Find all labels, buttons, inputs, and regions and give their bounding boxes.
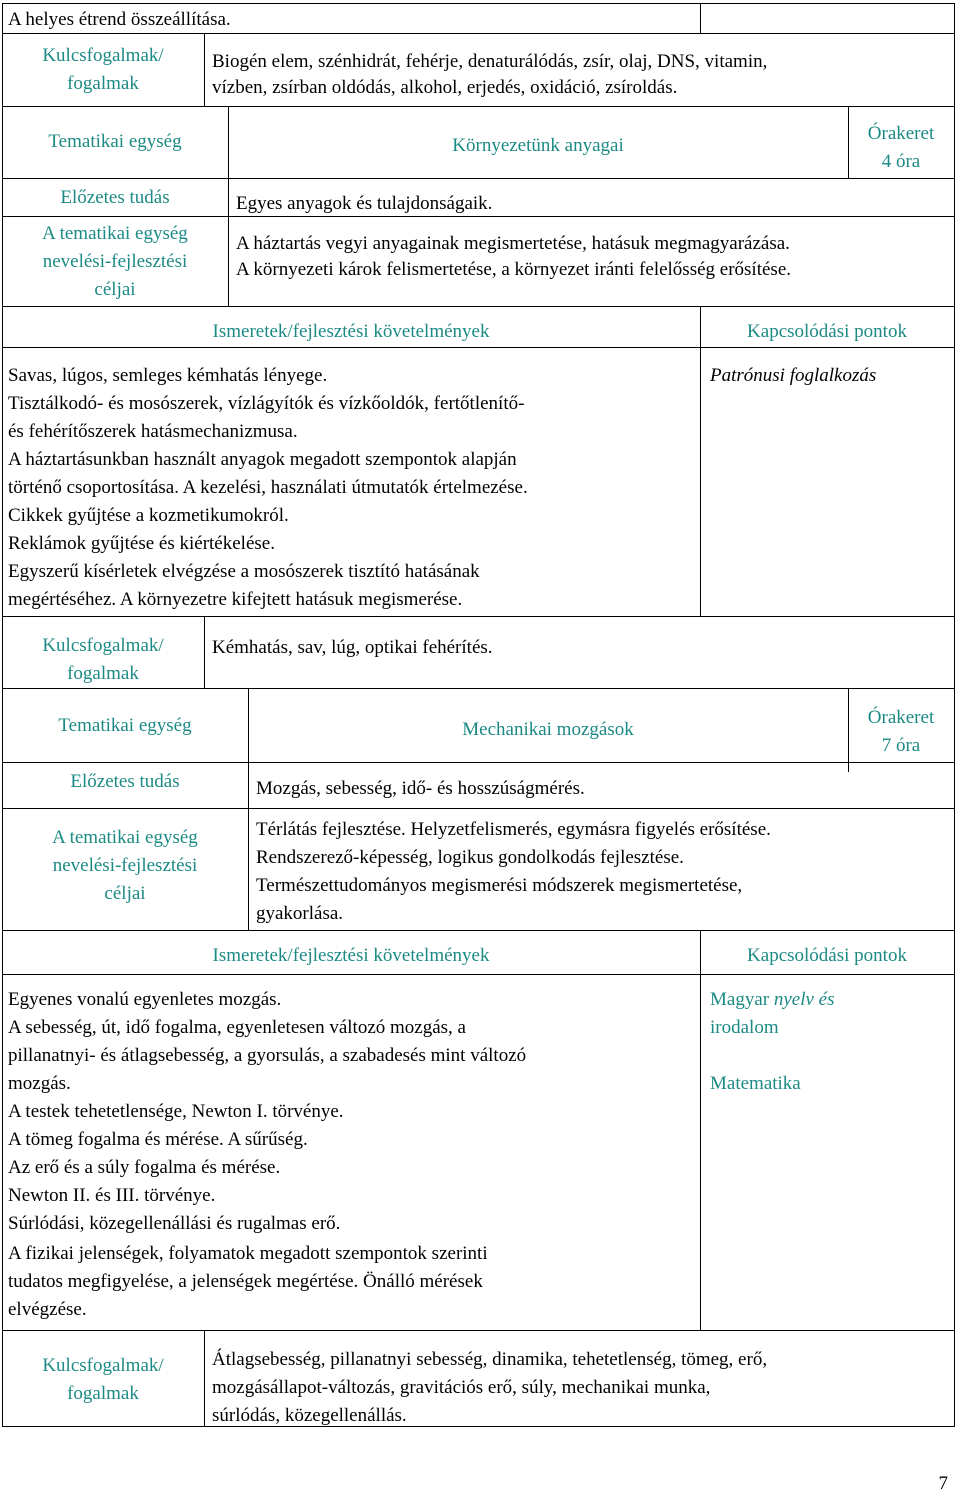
ismeretek-line: A háztartásunkban használt anyagok megadott szempontok alapján <box>8 449 517 470</box>
celjai-text-line2: A környezeti károk felismertetése, a környezet iránti felelősség erősítése. <box>236 259 791 280</box>
elozetes-tudas-text: Egyes anyagok és tulajdonságaik. <box>236 193 493 214</box>
celjai-text-2-line4: gyakorlása. <box>256 903 344 924</box>
ismeretek-line: mozgás. <box>8 1073 71 1094</box>
ismeretek-line: tudatos megfigyelése, a jelenségek megértése. Önálló mérések <box>8 1271 483 1292</box>
kapcsolodasi-text: Patrónusi foglalkozás <box>710 365 877 386</box>
celjai-label-line1: A tematikai egység <box>42 223 188 244</box>
kulcs-text-2-line1: Átlagsebesség, pillanatnyi sebesség, dinamika, tehetetlenség, tömeg, erő, <box>212 1349 768 1370</box>
celjai-text-line1: A háztartás vegyi anyagainak megismertetése, hatásuk megmagyarázása. <box>236 233 790 254</box>
celjai-text-2-line1: Térlátás fejlesztése. Helyzetfelismerés, egymásra figyelés erősítése. <box>256 819 771 840</box>
elozetes-tudas-label-2: Előzetes tudás <box>70 771 180 792</box>
ismeretek-line: A sebesség, út, idő fogalma, egyenletesen változó mozgás, a <box>8 1017 466 1038</box>
ismeretek-line: Cikkek gyűjtése a kozmetikumokról. <box>8 505 289 526</box>
orakeret-value-2: 7 óra <box>881 735 921 756</box>
kapcsolodasi-matematika: Matematika <box>710 1073 801 1094</box>
elozetes-tudas-label: Előzetes tudás <box>60 187 170 208</box>
kapcsolodasi-irodalom: irodalom <box>710 1017 779 1038</box>
celjai-label-2-line3: céljai <box>104 883 146 904</box>
kulcsfogalmak-text-line1: Biogén elem, szénhidrát, fehérje, denaturálódás, zsír, olaj, DNS, vitamin, <box>212 51 768 72</box>
celjai-text-2-line2: Rendszerező-képesség, logikus gondolkodás fejlesztése. <box>256 847 684 868</box>
kulcsfogalmak-label-line1: Kulcsfogalmak/ <box>42 45 164 66</box>
ismeretek-line: Egyszerű kísérletek elvégzése a mosószerek tisztító hatásának <box>8 561 480 582</box>
ismeretek-line: és fehérítőszerek hatásmechanizmusa. <box>8 421 298 442</box>
kapcsolodasi-magyar <box>710 986 835 1014</box>
kulcs-text: Kémhatás, sav, lúg, optikai fehérítés. <box>212 637 493 658</box>
kulcs-label-line1: Kulcsfogalmak/ <box>42 635 164 656</box>
kulcsfogalmak-text-line2: vízben, zsírban oldódás, alkohol, erjedés, oxidáció, zsíroldás. <box>212 77 678 98</box>
ismeretek-line: pillanatnyi- és átlagsebesség, a gyorsulás, a szabadesés mint változó <box>8 1045 527 1066</box>
kulcs-label-line2: fogalmak <box>67 663 139 684</box>
orakeret-value: 4 óra <box>881 151 921 172</box>
kulcs-label-2-line2: fogalmak <box>67 1383 139 1404</box>
kulcs-label-2-line1: Kulcsfogalmak/ <box>42 1355 164 1376</box>
ismeretek-line: Newton II. és III. törvénye. <box>8 1185 216 1206</box>
page-number: 7 <box>938 1473 948 1494</box>
ismeretek-line: A testek tehetetlensége, Newton I. törvénye. <box>8 1101 344 1122</box>
kapcsolodasi-header: Kapcsolódási pontok <box>747 321 907 342</box>
kulcs-text-2-line2: mozgásállapot-változás, gravitációs erő, súly, mechanikai munka, <box>212 1377 711 1398</box>
celjai-label-line2: nevelési-fejlesztési <box>42 251 188 272</box>
kapcsolodasi-magyar-part1: Magyar <box>710 989 774 1010</box>
ismeretek-line: Egyenes vonalú egyenletes mozgás. <box>8 989 282 1010</box>
previous-topic-text: A helyes étrend összeállítása. <box>8 9 231 30</box>
kapcsolodasi-header-2: Kapcsolódási pontok <box>747 945 907 966</box>
ismeretek-header: Ismeretek/fejlesztési követelmények <box>212 321 490 342</box>
ismeretek-line: A tömeg fogalma és mérése. A sűrűség. <box>8 1129 308 1150</box>
ismeretek-line: Reklámok gyűjtése és kiértékelése. <box>8 533 275 554</box>
ismeretek-line: Az erő és a súly fogalma és mérése. <box>8 1157 281 1178</box>
elozetes-tudas-text-2: Mozgás, sebesség, idő- és hosszúságmérés. <box>256 778 585 799</box>
ismeretek-line: Tisztálkodó- és mosószerek, vízlágyítók és vízkőoldók, fertőtlenítő- <box>8 393 525 414</box>
kulcs-text-2-line3: súrlódás, közegellenállás. <box>212 1405 407 1426</box>
kulcsfogalmak-label-line2: fogalmak <box>67 73 139 94</box>
celjai-text-2-line3: Természettudományos megismerési módszerek megismertetése, <box>256 875 743 896</box>
ismeretek-line: A fizikai jelenségek, folyamatok megadott szempontok szerinti <box>8 1243 488 1264</box>
kapcsolodasi-magyar-part2: nyelv és <box>773 989 835 1010</box>
tematikai-egyseg-title: Környezetünk anyagai <box>452 135 624 156</box>
celjai-label-2-line1: A tematikai egység <box>52 827 198 848</box>
ismeretek-line: megértéséhez. A környezetre kifejtett hatásuk megismerése. <box>8 589 463 610</box>
tematikai-egyseg-title-2: Mechanikai mozgások <box>462 719 634 740</box>
ismeretek-line: Súrlódási, közegellenállási és rugalmas erő. <box>8 1213 341 1234</box>
ismeretek-header-2: Ismeretek/fejlesztési követelmények <box>212 945 490 966</box>
ismeretek-line: elvégzése. <box>8 1299 87 1320</box>
ismeretek-line: történő csoportosítása. A kezelési, használati útmutatók értelmezése. <box>8 477 528 498</box>
orakeret-label-2: Órakeret <box>867 707 935 728</box>
orakeret-label: Órakeret <box>867 123 935 144</box>
celjai-label-line3: céljai <box>94 279 136 300</box>
ismeretek-line: Savas, lúgos, semleges kémhatás lényege. <box>8 365 328 386</box>
celjai-label-2-line2: nevelési-fejlesztési <box>52 855 198 876</box>
tematikai-egyseg-label-2: Tematikai egység <box>58 715 192 736</box>
tematikai-egyseg-label: Tematikai egység <box>48 131 182 152</box>
